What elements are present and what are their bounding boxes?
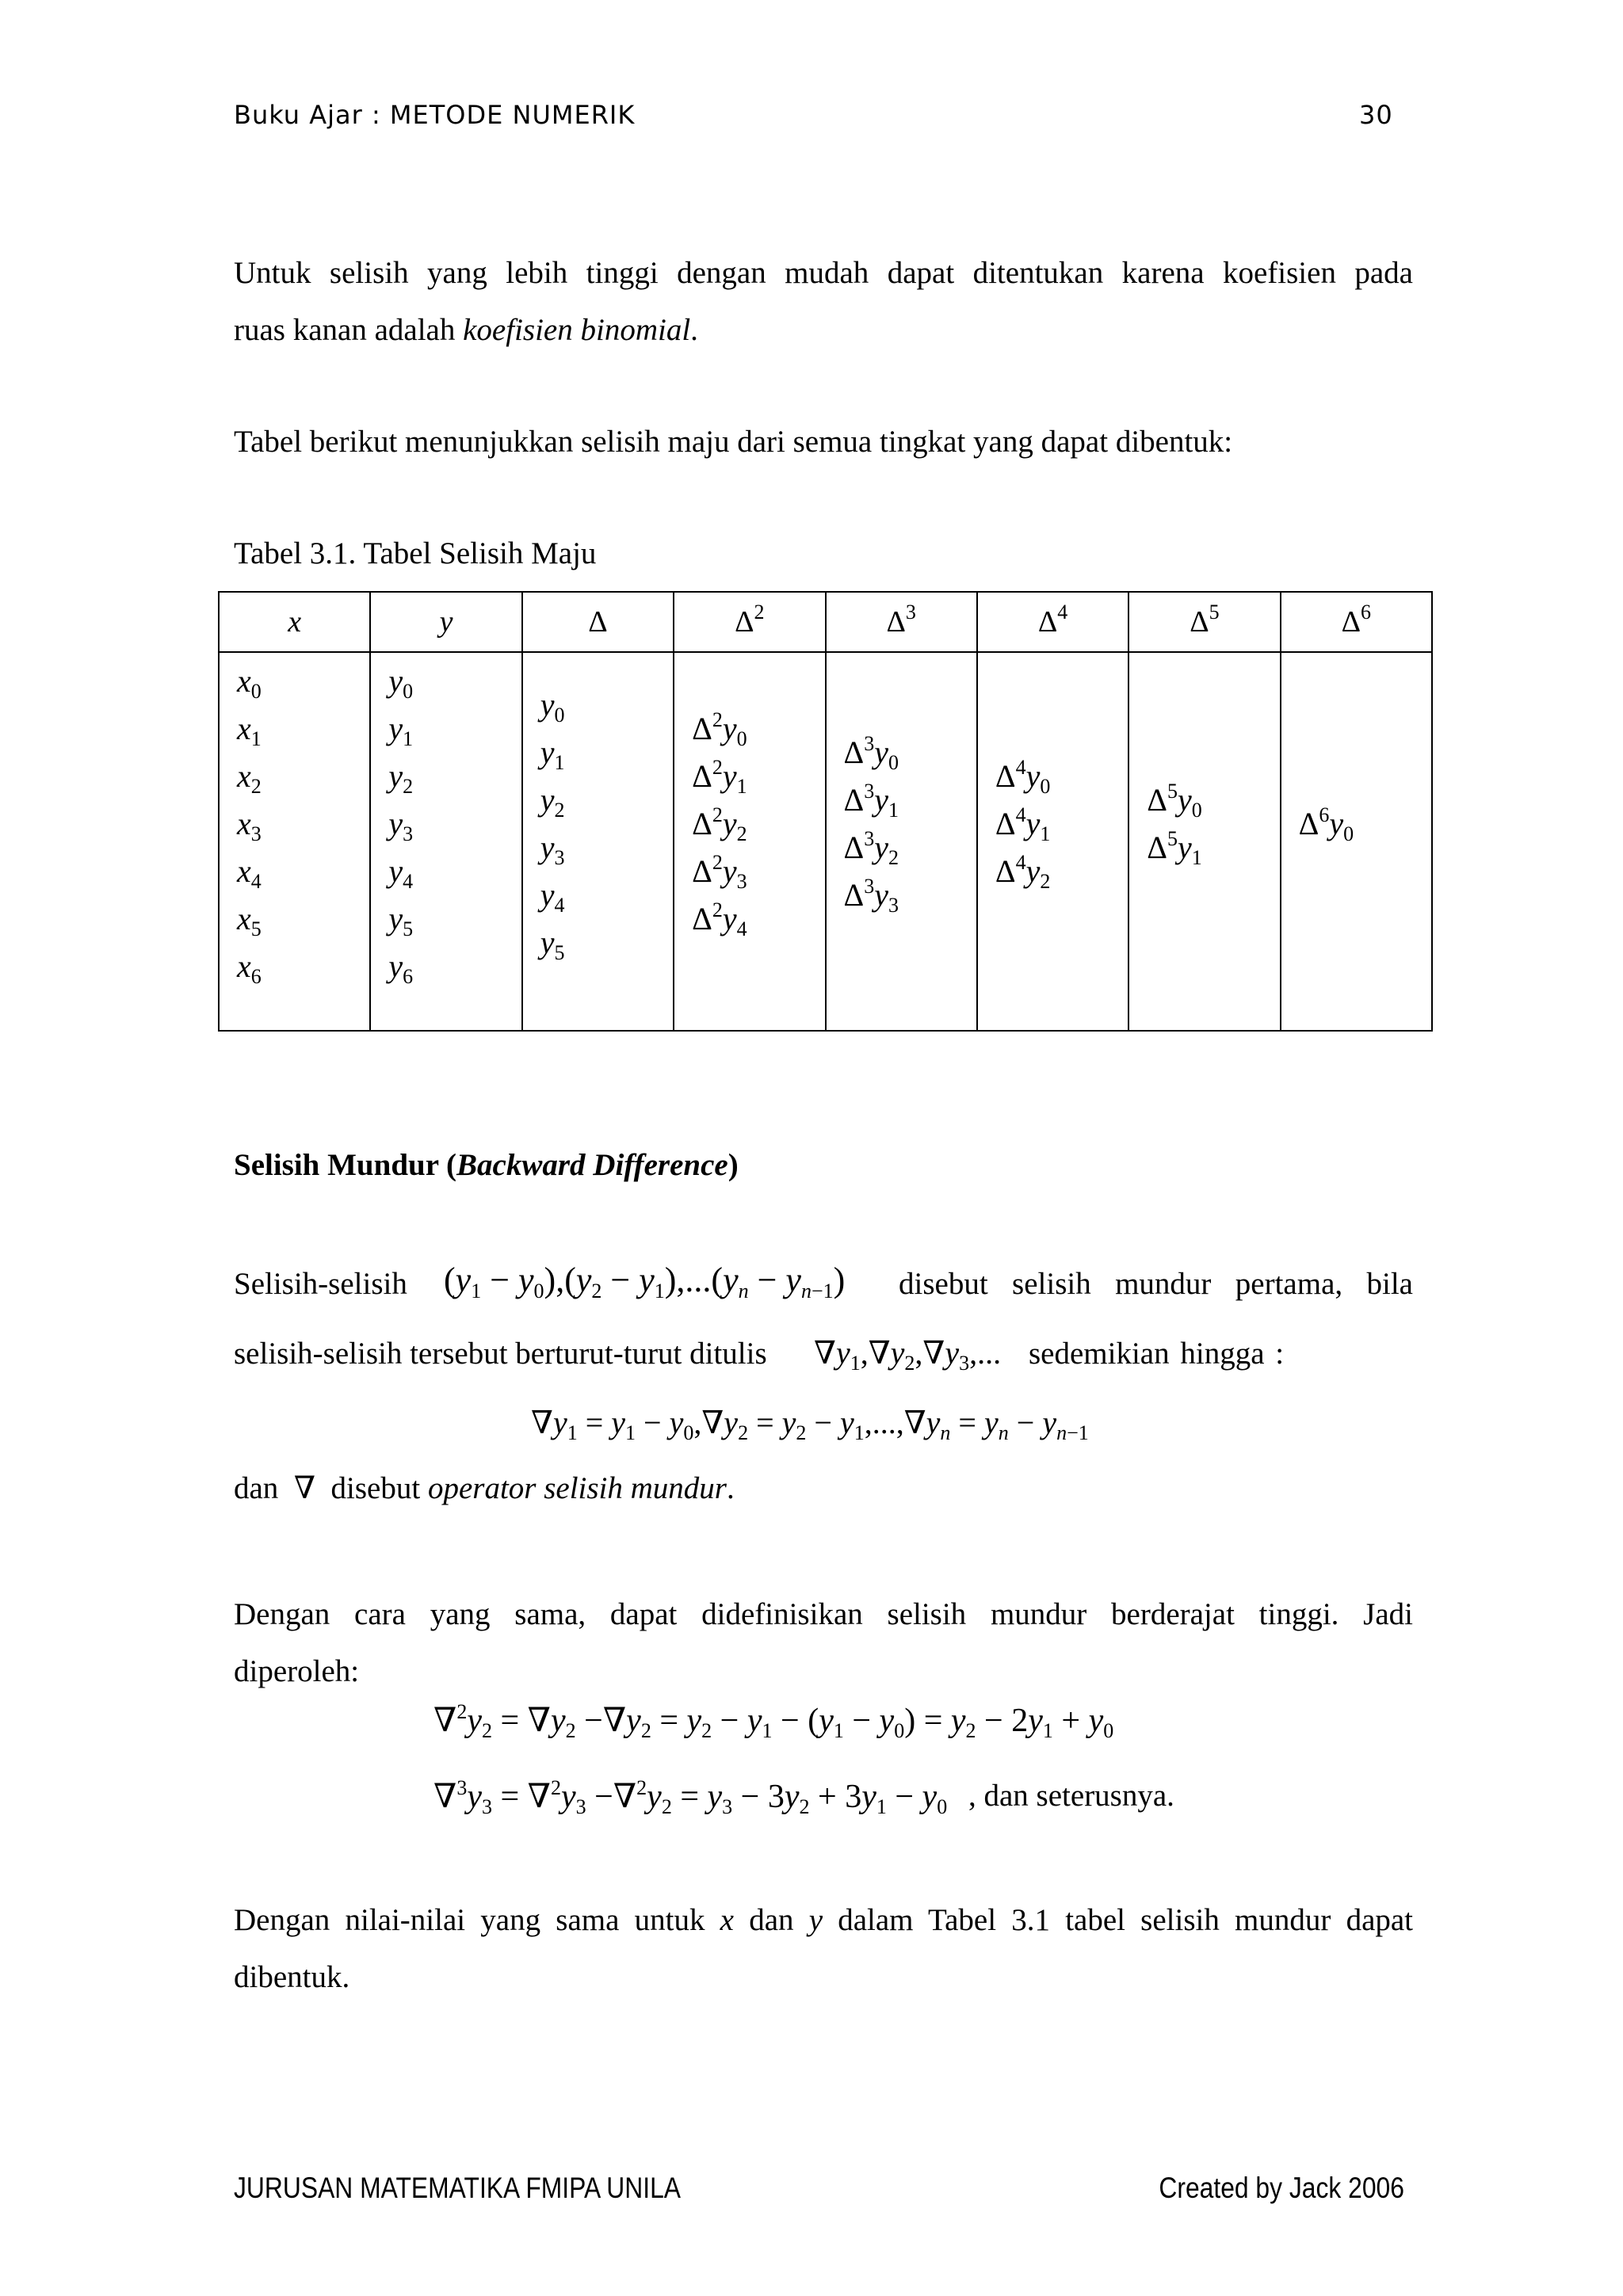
col-header-symbol: Δ xyxy=(1190,605,1209,639)
entry-index: 5 xyxy=(554,941,565,964)
para4-text-a: Dengan nilai-nilai yang sama untuk xyxy=(234,1903,705,1937)
entry-variable: y xyxy=(874,782,888,818)
entry-variable: y xyxy=(388,711,403,746)
equation-second-backward: $\nabla^2y_2 = \nabla y_2 -\nabla y_2 = y_2 - y_1 - (y_1 - y_0) = y_2 - 2y_1 + y_0$ xyxy=(433,1700,1114,1742)
entry-variable: y xyxy=(1329,806,1344,841)
entry-variable: y xyxy=(540,925,555,960)
delta-order: 2 xyxy=(712,898,723,921)
delta-order: 2 xyxy=(712,756,723,779)
col-header-delta2 xyxy=(674,592,825,652)
col-header-order: 6 xyxy=(1361,601,1372,624)
delta-order: 4 xyxy=(1015,851,1026,874)
entry-index: 1 xyxy=(403,727,414,750)
col-header-delta5 xyxy=(1128,592,1280,652)
entry-index: 6 xyxy=(250,965,262,988)
entry-index: 4 xyxy=(736,917,747,940)
entry-index: 1 xyxy=(1040,822,1051,845)
col-header-order: 2 xyxy=(754,601,765,624)
delta-order: 4 xyxy=(1015,756,1026,779)
intro-text: ruas kanan adalah xyxy=(234,313,464,347)
para1-start: Selisih-selisih xyxy=(234,1267,407,1301)
table-entry xyxy=(995,756,1051,798)
col-header-x xyxy=(219,592,370,652)
col-header-symbol: Δ xyxy=(886,605,906,639)
nabla-sequence: $\nabla y_1,\nabla y_2,\nabla y_3$,... xyxy=(814,1335,1002,1375)
entry-variable: y xyxy=(1025,806,1041,841)
differences-expression: $(y_1 - y_0),(y_2 - y_1),...(y_n - y_{n-1})$ xyxy=(444,1261,846,1302)
intro-paragraph xyxy=(234,245,1413,359)
table-entry xyxy=(237,805,262,845)
table-entry xyxy=(843,732,899,774)
entry-variable: y xyxy=(388,663,403,699)
nabla-symbol: ∇ xyxy=(286,1471,323,1505)
table-caption: Tabel 3.1. Tabel Selisih Maju xyxy=(234,536,597,570)
entry-index: 5 xyxy=(403,917,414,940)
para3-line-2: diperoleh: xyxy=(234,1654,360,1688)
delta-operator: Δ xyxy=(843,877,865,913)
para1-line2-end: sedemikian hingga : xyxy=(1029,1337,1285,1371)
table-entry xyxy=(540,734,565,774)
section-heading xyxy=(234,1147,739,1183)
entry-index: 0 xyxy=(1191,799,1202,822)
delta-order: 3 xyxy=(864,780,875,803)
para4-text-c: dalam Tabel 3.1 tabel selisih mundur dapat xyxy=(838,1903,1414,1937)
entry-index: 3 xyxy=(736,870,747,893)
table-entry xyxy=(540,876,565,917)
table-entry xyxy=(1147,780,1202,822)
table-entry xyxy=(237,852,262,893)
table-entry xyxy=(692,851,747,893)
para1-line2: selisih-selisih tersebut berturut-turut ditulis xyxy=(234,1337,767,1371)
table-entry xyxy=(237,662,262,703)
entry-variable: y xyxy=(388,901,403,936)
para1-end: disebut selisih mundur pertama, bila xyxy=(899,1267,1413,1301)
col-header-delta xyxy=(522,592,674,652)
delta-operator: Δ xyxy=(843,734,865,770)
entry-index: 1 xyxy=(554,751,565,774)
equation-suffix: , dan seterusnya. xyxy=(968,1779,1174,1813)
col-header-y xyxy=(370,592,521,652)
para4-line-1 xyxy=(234,1892,1413,1949)
col-header-delta3 xyxy=(826,592,977,652)
col-cell-delta2 xyxy=(674,652,825,1031)
entry-variable: y xyxy=(722,901,737,936)
col-cell-delta xyxy=(522,652,674,1031)
table-entry xyxy=(843,875,899,917)
table-entry xyxy=(1147,827,1202,869)
intro-period: . xyxy=(690,313,698,347)
entry-index: 5 xyxy=(250,917,262,940)
entry-variable: x xyxy=(237,758,251,794)
delta-order: 6 xyxy=(1319,803,1330,826)
para4-line-2: dibentuk. xyxy=(234,1960,350,1994)
entry-index: 0 xyxy=(736,727,747,750)
para2-period: . xyxy=(726,1471,735,1505)
para3 xyxy=(234,1586,1413,1700)
entry-index: 1 xyxy=(250,727,262,750)
entry-index: 0 xyxy=(1343,822,1354,845)
heading-emphasis: Backward Difference xyxy=(456,1148,728,1182)
table-entry xyxy=(1298,803,1354,845)
delta-order: 3 xyxy=(864,827,875,850)
table-body-row xyxy=(219,652,1432,1031)
table-entry xyxy=(388,662,414,703)
entry-index: 0 xyxy=(554,704,565,727)
table-entry xyxy=(995,803,1051,845)
col-cell-delta6 xyxy=(1281,652,1432,1031)
col-header-symbol: Δ xyxy=(1341,605,1361,639)
entry-index: 0 xyxy=(1040,775,1051,798)
entry-index: 2 xyxy=(250,775,262,798)
col-cell-x xyxy=(219,652,370,1031)
para2-mid: disebut xyxy=(330,1471,421,1505)
entry-index: 2 xyxy=(1040,870,1051,893)
col-header-symbol: Δ xyxy=(1037,605,1058,639)
entry-index: 0 xyxy=(403,680,414,703)
table-entry xyxy=(388,757,414,798)
para4-text-b: dan xyxy=(749,1903,794,1937)
col-cell-y xyxy=(370,652,521,1031)
delta-operator: Δ xyxy=(995,806,1016,841)
table-entry xyxy=(388,852,414,893)
entry-index: 3 xyxy=(403,822,414,845)
page-number: 30 xyxy=(1359,100,1393,130)
entry-index: 3 xyxy=(888,894,899,917)
entry-variable: x xyxy=(237,853,251,889)
equation-backward-first: $\nabla y_1 = y_1 - y_0,\nabla y_2 = y_2 - y_1,...,\nabla y_n = y_n - y_{n-1}$ xyxy=(531,1405,1089,1444)
col-header-order: 4 xyxy=(1057,601,1068,624)
entry-variable: x xyxy=(237,663,251,699)
entry-index: 1 xyxy=(888,799,899,822)
entry-variable: y xyxy=(540,782,555,818)
entry-variable: x xyxy=(237,711,251,746)
equation-third-backward: $\nabla^3y_3 = \nabla^2y_3 -\nabla^2y_2 = y_3 - 3y_2 + 3y_1 - y_0$ xyxy=(433,1776,948,1818)
entry-variable: y xyxy=(1177,782,1192,818)
col-header-symbol: x xyxy=(288,605,302,639)
delta-order: 2 xyxy=(712,708,723,731)
delta-operator: Δ xyxy=(692,853,712,889)
emphasis-koefisien-binomial: koefisien binomial xyxy=(463,313,691,347)
var-y: y xyxy=(808,1903,823,1937)
entry-variable: y xyxy=(722,711,737,746)
delta-order: 2 xyxy=(712,851,723,874)
table-header-row xyxy=(219,592,1432,652)
col-header-order: 5 xyxy=(1209,601,1220,624)
var-x: x xyxy=(720,1903,734,1937)
entry-variable: y xyxy=(874,734,888,770)
table-entry xyxy=(388,710,414,750)
table-intro-text: Tabel berikut menunjukkan selisih maju dari semua tingkat yang dapat dibentuk: xyxy=(234,425,1233,459)
intro-line-1: Untuk selisih yang lebih tinggi dengan mudah dapat ditentukan karena koefisien pada xyxy=(234,256,1413,290)
entry-index: 3 xyxy=(554,846,565,869)
col-header-symbol: y xyxy=(439,605,453,639)
table-entry xyxy=(540,781,565,822)
delta-order: 2 xyxy=(712,803,723,826)
entry-variable: y xyxy=(1025,758,1041,794)
entry-index: 4 xyxy=(554,894,565,917)
entry-index: 2 xyxy=(403,775,414,798)
col-header-order: 3 xyxy=(905,601,916,624)
entry-index: 2 xyxy=(736,822,747,845)
entry-variable: y xyxy=(540,734,555,770)
delta-operator: Δ xyxy=(995,758,1016,794)
entry-variable: y xyxy=(540,830,555,865)
para4 xyxy=(234,1892,1413,2006)
entry-variable: y xyxy=(540,877,555,913)
delta-operator: Δ xyxy=(692,806,712,841)
delta-order: 3 xyxy=(864,732,875,755)
entry-variable: x xyxy=(237,948,251,984)
delta-operator: Δ xyxy=(692,758,712,794)
delta-operator: Δ xyxy=(692,711,712,746)
entry-index: 2 xyxy=(888,846,899,869)
table-entry xyxy=(540,924,565,964)
entry-variable: y xyxy=(722,806,737,841)
heading-close: ) xyxy=(727,1148,739,1182)
table-entry xyxy=(692,708,747,750)
table-entry xyxy=(540,686,565,727)
footer-department: JURUSAN MATEMATIKA FMIPA UNILA xyxy=(234,2172,681,2204)
para2 xyxy=(234,1470,735,1506)
entry-index: 3 xyxy=(250,822,262,845)
table-entry xyxy=(692,898,747,940)
delta-operator: Δ xyxy=(1298,806,1319,841)
entry-variable: y xyxy=(874,830,888,865)
col-header-delta6 xyxy=(1281,592,1432,652)
para3-line-1: Dengan cara yang sama, dapat didefinisikan selisih mundur berderajat tinggi. Jadi xyxy=(234,1597,1413,1631)
delta-operator: Δ xyxy=(692,901,712,936)
table-entry xyxy=(843,780,899,822)
col-cell-delta4 xyxy=(977,652,1128,1031)
table-entry xyxy=(843,827,899,869)
entry-variable: y xyxy=(874,877,888,913)
footer-credit: Created by Jack 2006 xyxy=(1159,2172,1404,2204)
entry-variable: y xyxy=(388,806,403,841)
delta-operator: Δ xyxy=(843,782,865,818)
col-header-symbol: Δ xyxy=(588,605,608,639)
table-entry xyxy=(692,756,747,798)
table-entry xyxy=(995,851,1051,893)
entry-index: 6 xyxy=(403,965,414,988)
entry-variable: y xyxy=(388,758,403,794)
col-header-delta4 xyxy=(977,592,1128,652)
delta-order: 5 xyxy=(1167,827,1178,850)
col-cell-delta5 xyxy=(1128,652,1280,1031)
table-entry xyxy=(237,948,262,988)
delta-operator: Δ xyxy=(1147,830,1167,865)
table-entry xyxy=(388,805,414,845)
delta-operator: Δ xyxy=(1147,782,1167,818)
entry-index: 1 xyxy=(1191,846,1202,869)
entry-variable: y xyxy=(722,758,737,794)
entry-index: 0 xyxy=(888,751,899,774)
entry-index: 0 xyxy=(250,680,262,703)
entry-variable: y xyxy=(388,948,403,984)
entry-index: 1 xyxy=(736,775,747,798)
entry-index: 4 xyxy=(403,870,414,893)
entry-index: 4 xyxy=(250,870,262,893)
entry-variable: y xyxy=(722,853,737,889)
entry-variable: y xyxy=(540,687,555,723)
delta-operator: Δ xyxy=(843,830,865,865)
intro-line-2 xyxy=(234,302,1413,359)
entry-variable: y xyxy=(1177,830,1192,865)
entry-variable: x xyxy=(237,806,251,841)
entry-index: 2 xyxy=(554,799,565,822)
table-entry xyxy=(237,900,262,940)
running-header: Buku Ajar : METODE NUMERIK xyxy=(234,100,636,130)
delta-order: 3 xyxy=(864,875,875,898)
forward-difference-table xyxy=(218,591,1433,1032)
delta-order: 5 xyxy=(1167,780,1178,803)
col-header-symbol: Δ xyxy=(735,605,754,639)
table-entry xyxy=(388,900,414,940)
heading-text: Selisih Mundur ( xyxy=(234,1148,457,1182)
delta-order: 4 xyxy=(1015,803,1026,826)
entry-variable: x xyxy=(237,901,251,936)
entry-variable: y xyxy=(388,853,403,889)
entry-variable: y xyxy=(1025,853,1041,889)
table-entry xyxy=(692,803,747,845)
delta-operator: Δ xyxy=(995,853,1016,889)
table-intro xyxy=(234,414,1413,471)
para2-dan: dan xyxy=(234,1471,279,1505)
col-cell-delta3 xyxy=(826,652,977,1031)
table-entry xyxy=(237,757,262,798)
table-entry xyxy=(388,948,414,988)
table-entry xyxy=(237,710,262,750)
emphasis-operator: operator selisih mundur xyxy=(427,1471,727,1505)
table-entry xyxy=(540,829,565,869)
